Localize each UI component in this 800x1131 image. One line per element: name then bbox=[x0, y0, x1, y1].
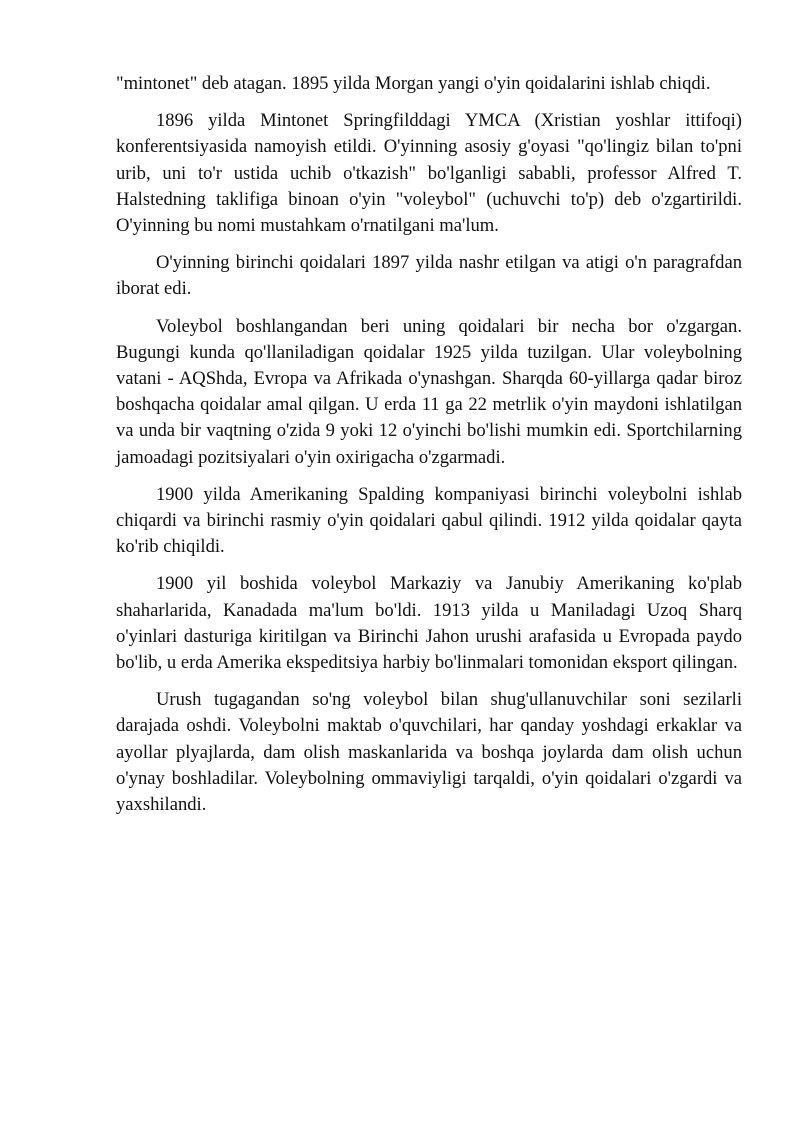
paragraph-spalding: 1900 yilda Amerikaning Spalding kompaniyasi birinchi voleybolni ishlab chiqardi va birinchi rasmiy o'yin qoidalari qabul qilindi. 1912 yilda qoidalar qayta ko'rib chiqildi. bbox=[116, 483, 742, 558]
paragraph-first-rules: O'yinning birinchi qoidalari 1897 yilda nashr etilgan va atigi o'n paragrafdan iborat edi. bbox=[116, 252, 742, 300]
paragraph-after-war: Urush tugagandan so'ng voleybol bilan shug'ullanuvchilar soni sezilarli darajada oshdi. Voleybolni maktab o'quvchilari, har qanday yoshdagi erkaklar va ayollar plyajlarda, dam olish maskanlarida va boshqa joylarda dam olish uchun o'ynay boshladilar. Voleybolning ommaviyligi tarqaldi, o'yin qoidalari o'zgardi va yaxshilandi. bbox=[116, 689, 742, 816]
paragraph-mintonet-springfield: 1896 yilda Mintonet Springfilddagi YMCA (Xristian yoshlar ittifoqi) konferentsiyasida namoyish etildi. O'yinning asosiy g'oyasi "qo'lingiz bilan to'pni urib, uni to'r ustida uchib o'tkazish" bo'lganligi sababli, professor Alfred T. Halstedning taklifiga binoan o'yin "voleybol" (uchuvchi to'p) deb o'zgartirildi. O'yinning bu nomi mustahkam o'rnatilgani ma'lum. bbox=[116, 110, 742, 237]
paragraph-rules-changes: Voleybol boshlangandan beri uning qoidalari bir necha bor o'zgargan. Bugungi kunda qo'llaniladigan qoidalar 1925 yilda tuzilgan. Ular voleybolning vatani - AQShda, Evropa va Afrikada o'ynashgan. Sharqda 60-yillarga qadar biroz boshqacha qoidalar amal qilgan. U erda 11 ga 22 metrlik o'yin maydoni ishlatilgan va unda bir vaqtning o'zida 9 yoki 12 o'yinchi bo'lishi mumkin edi. Sportchilarning jamoadagi pozitsiyalari o'yin oxirigacha o'zgarmadi. bbox=[116, 315, 742, 468]
paragraph-spread: 1900 yil boshida voleybol Markaziy va Janubiy Amerikaning ko'plab shaharlarida, Kanadada ma'lum bo'ldi. 1913 yilda u Maniladagi Uzoq Sharq o'yinlari dasturiga kiritilgan va Birinchi Jahon urushi arafasida u Evropada paydo bo'lib, u erda Amerika ekspeditsiya harbiy bo'linmalari tomonidan eksport qilingan. bbox=[116, 573, 742, 674]
paragraph-continuation: "mintonet" deb atagan. 1895 yilda Morgan yangi o'yin qoidalarini ishlab chiqdi. bbox=[116, 73, 711, 94]
